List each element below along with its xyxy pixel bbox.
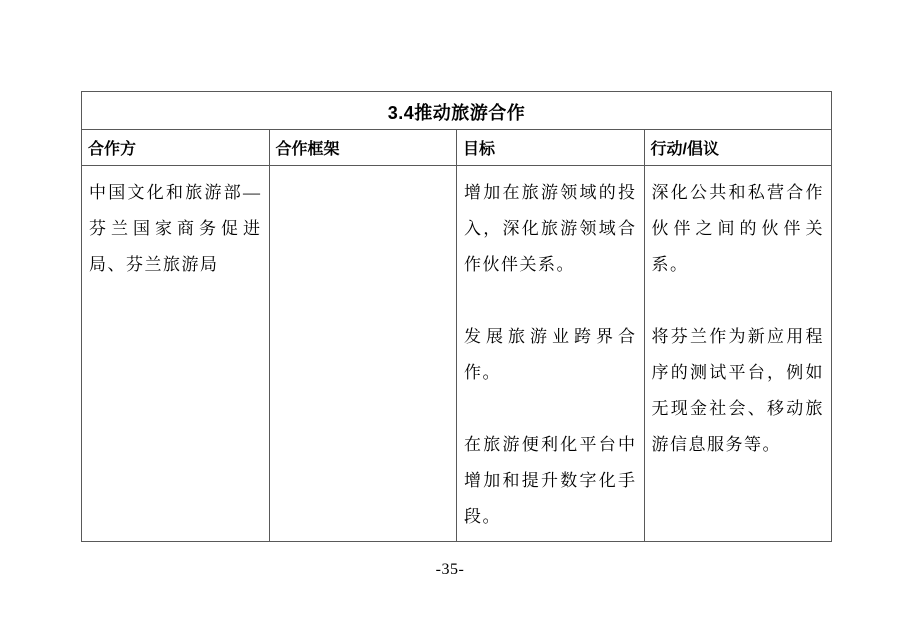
goal-paragraph: 发展旅游业跨界合作。 xyxy=(464,327,637,382)
column-header-goals: 目标 xyxy=(457,130,645,166)
table-title-row xyxy=(82,92,832,130)
column-header-framework: 合作框架 xyxy=(269,130,457,166)
goal-paragraph: 增加在旅游领域的投入，深化旅游领域合作伙伴关系。 xyxy=(464,183,637,274)
partner-paragraph: 中国文化和旅游部—芬兰国家商务促进局、芬兰旅游局 xyxy=(89,183,262,274)
cell-framework xyxy=(269,166,457,542)
table-header-row xyxy=(82,130,832,166)
tourism-cooperation-table xyxy=(81,91,832,542)
action-paragraph: 将芬兰作为新应用程序的测试平台，例如无现金社会、移动旅游信息服务等。 xyxy=(651,327,824,454)
page-number: -35- xyxy=(435,561,465,578)
column-header-actions: 行动/倡议 xyxy=(644,130,832,166)
table-row xyxy=(82,166,832,542)
table-title: 3.4推动旅游合作 xyxy=(82,92,832,130)
cell-partner xyxy=(82,166,270,542)
cell-actions xyxy=(644,166,832,542)
cell-goals xyxy=(457,166,645,542)
goal-paragraph: 在旅游便利化平台中增加和提升数字化手段。 xyxy=(464,435,637,526)
action-paragraph: 深化公共和私营合作伙伴之间的伙伴关系。 xyxy=(651,183,824,274)
column-header-partner: 合作方 xyxy=(82,130,270,166)
